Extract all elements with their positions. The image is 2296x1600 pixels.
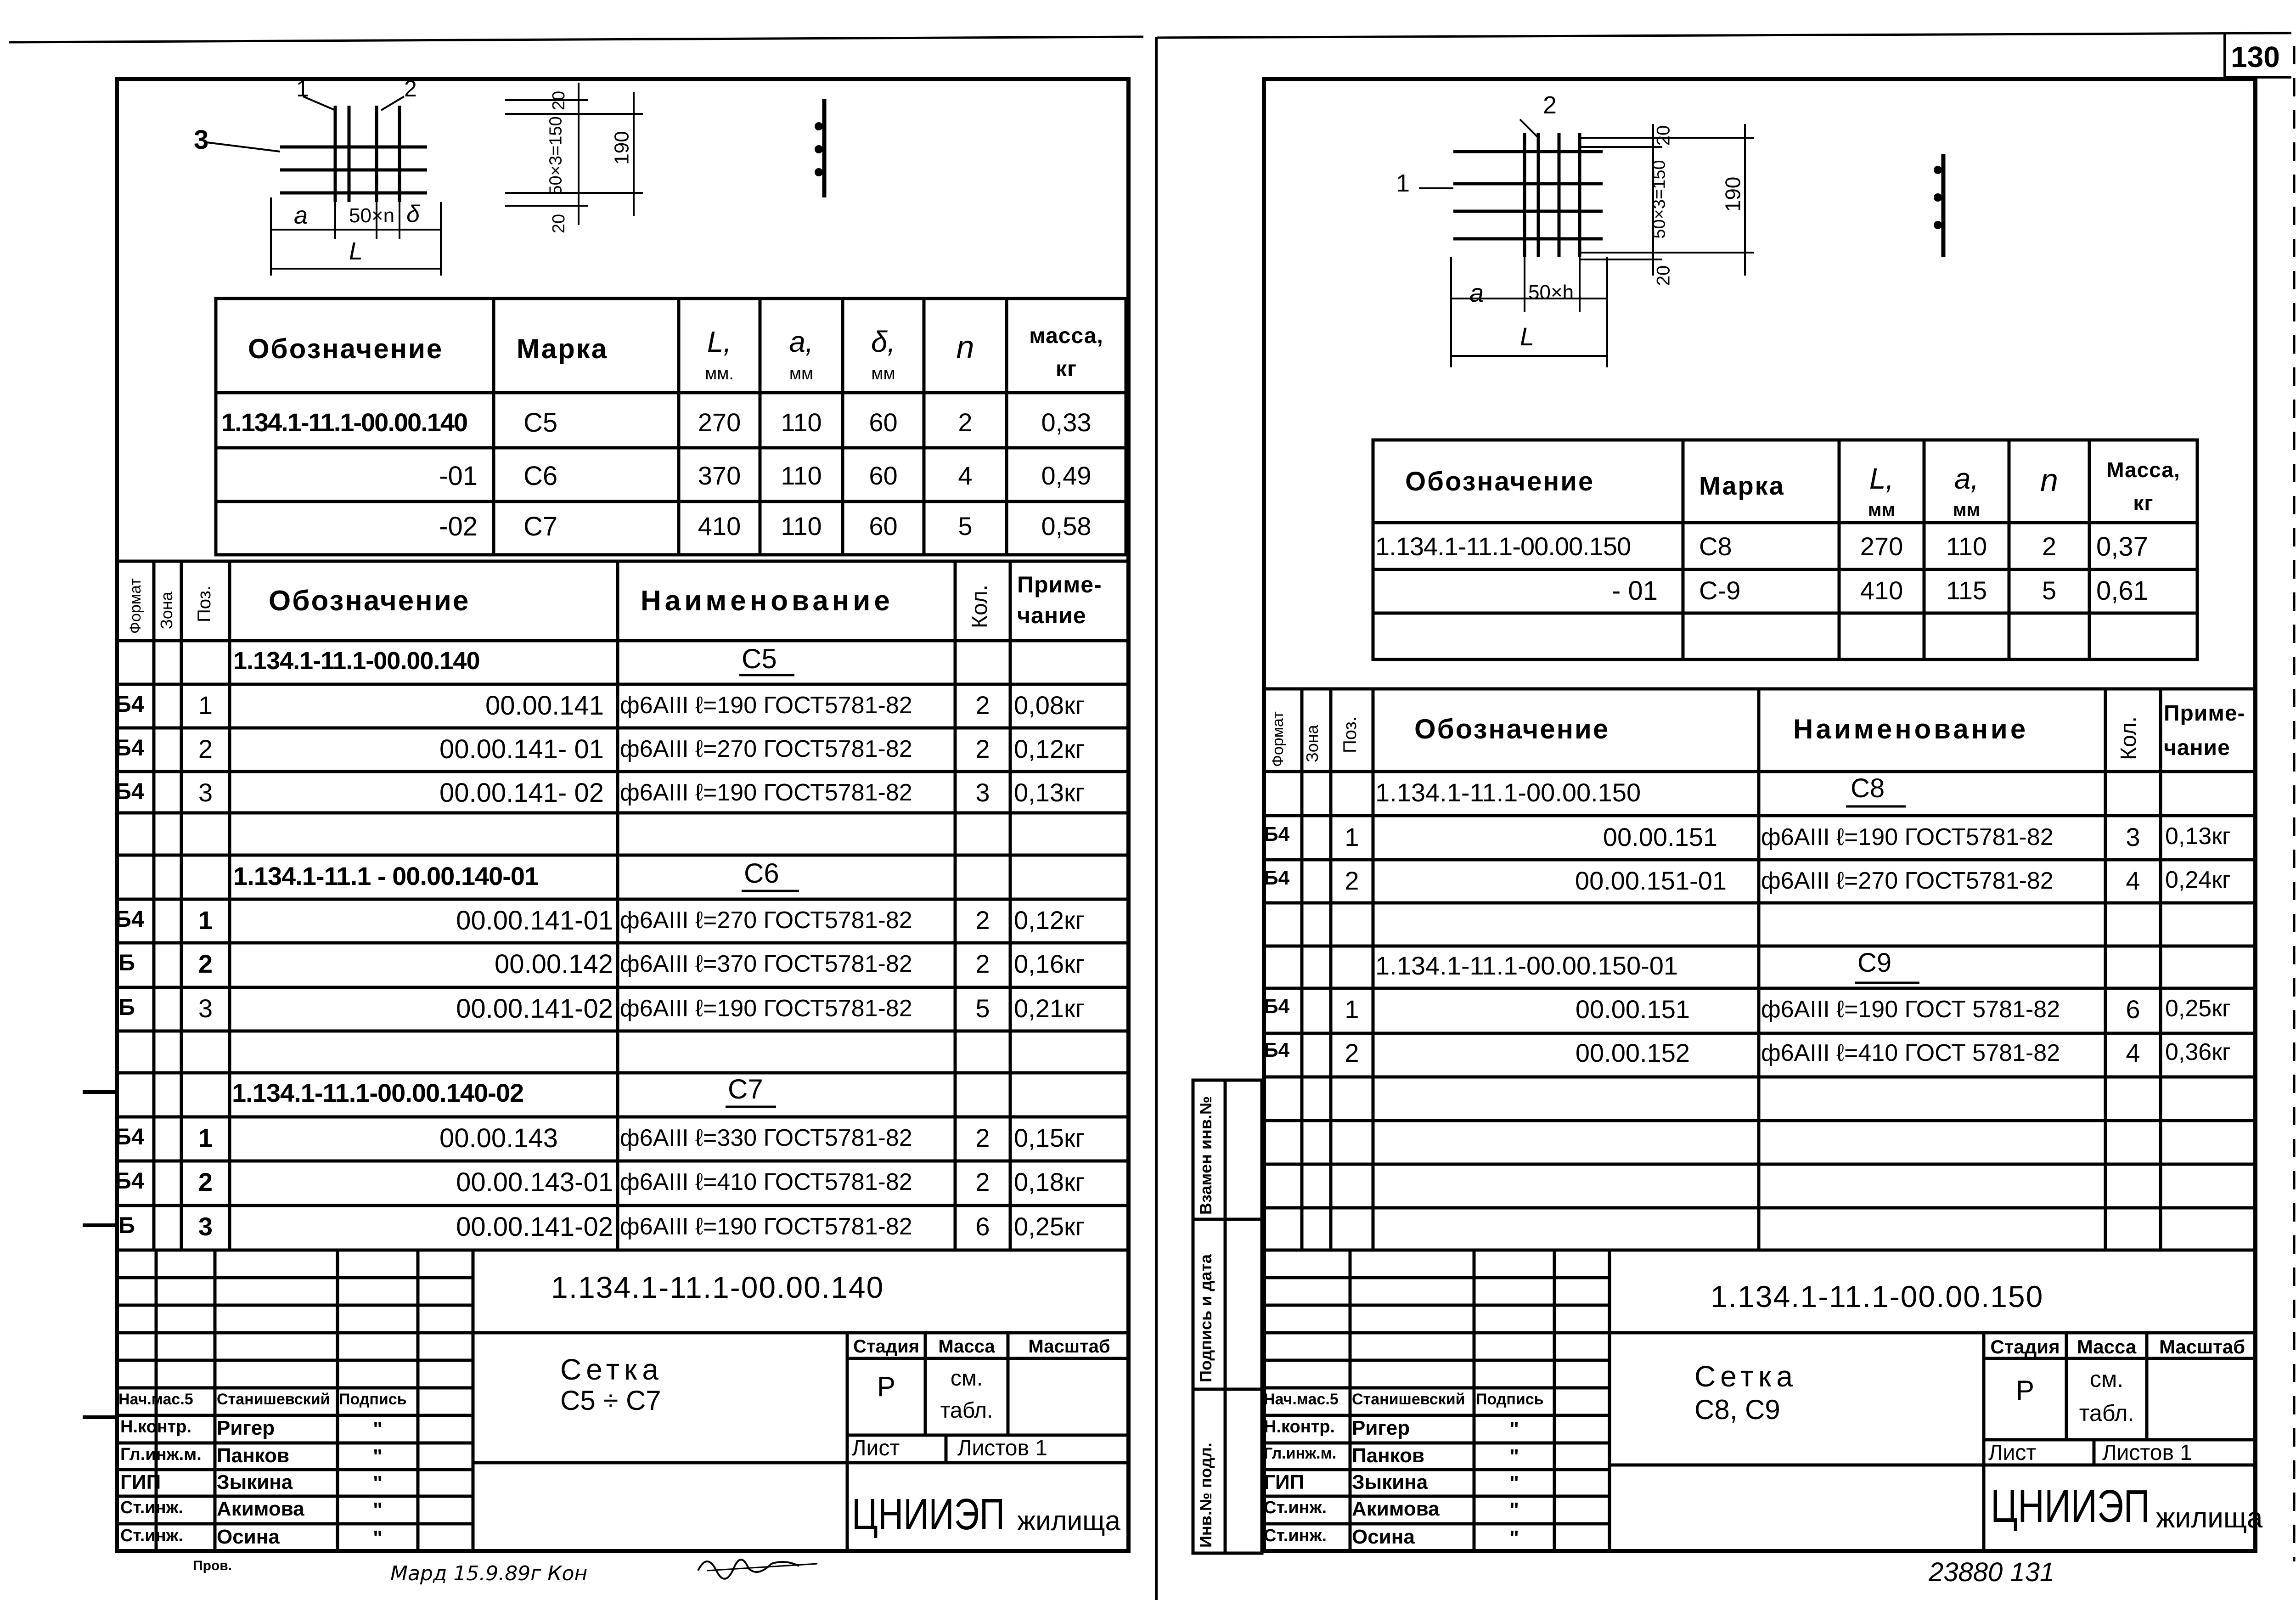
left-sig-sign-1: "	[373, 1418, 383, 1440]
lspec-r12-fmt: Б4	[115, 1168, 144, 1194]
rspec-h-qty: Кол.	[2116, 716, 2141, 760]
lmt-r2-delta: 60	[869, 512, 898, 541]
right-sig-role-0: Нач.мас.5	[1264, 1391, 1339, 1408]
rspec-r5-fmt: Б4	[1264, 995, 1290, 1018]
rspec-r6-name: ф6АIII ℓ=410 ГОСТ 5781-82	[1761, 1040, 2060, 1066]
lspec-r10-name: С7	[728, 1074, 763, 1104]
left-sig-sign-3: "	[373, 1472, 383, 1494]
left-mass-val2: табл.	[940, 1398, 993, 1423]
lspec-r13-name: ф6АIII ℓ=190 ГОСТ5781-82	[620, 1213, 912, 1240]
right-sig-role-1: Н.контр.	[1264, 1417, 1335, 1437]
lspec-h-name: Наименование	[641, 585, 894, 617]
lmt-h-a: a,	[789, 325, 814, 358]
rspec-r0-name: С8	[1851, 773, 1885, 803]
right-sig-sign-5: "	[1509, 1527, 1519, 1549]
r-dim-L: L	[1520, 322, 1535, 351]
lspec-r5-designation: 1.134.1-11.1 - 00.00.140-01	[233, 862, 539, 890]
rmt-h-a: a,	[1954, 462, 1979, 495]
rmt-r0-mark: С8	[1699, 532, 1732, 561]
lspec-r2-designation: 00.00.141- 01	[439, 734, 604, 764]
rmt-r1-mark: С-9	[1699, 576, 1741, 605]
rspec-r5-designation: 00.00.151	[1575, 995, 1690, 1024]
left-scale-label: Масштаб	[1028, 1336, 1110, 1357]
right-title-line2: С8, С9	[1694, 1394, 1780, 1425]
rspec-r6-note: 0,36кг	[2165, 1039, 2231, 1065]
lmt-r2-designation: -02	[439, 512, 478, 541]
rspec-r6-designation: 00.00.152	[1575, 1038, 1690, 1067]
rmt-r1-designation: - 01	[1612, 576, 1658, 606]
r-dim-150: 50×3=150	[1649, 160, 1669, 239]
left-sig-sign-4: "	[373, 1499, 383, 1521]
left-sig-role-5: Ст.инж.	[120, 1526, 184, 1545]
left-bottom-note: Пров.	[193, 1558, 232, 1573]
lmt-r0-n: 2	[958, 408, 973, 437]
lspec-r11-note: 0,15кг	[1014, 1123, 1085, 1152]
right-sig-role-3: ГИП	[1264, 1471, 1305, 1493]
right-sig-name-1: Ригер	[1352, 1417, 1410, 1439]
right-sig-name-4: Акимова	[1352, 1498, 1440, 1520]
lspec-r1-name: ф6АIII ℓ=190 ГОСТ5781-82	[620, 692, 912, 719]
rspec-r6-fmt: Б4	[1264, 1039, 1290, 1061]
lspec-r12-qty: 2	[975, 1167, 990, 1196]
left-title-line1: Сетка	[560, 1353, 663, 1386]
left-sig-role-4: Ст.инж.	[120, 1498, 184, 1517]
right-sig-sign-0: Подпись	[1476, 1391, 1544, 1408]
lspec-r1-designation: 00.00.141	[485, 691, 604, 721]
lspec-r3-fmt: Б4	[115, 778, 144, 804]
right-mass-val2: табл.	[2079, 1400, 2134, 1426]
right-sheet-label: Лист	[1988, 1441, 2037, 1465]
rspec-r5-pos: 1	[1345, 995, 1359, 1024]
rspec-r2-pos: 2	[1345, 866, 1359, 895]
left-title-line2: С5 ÷ С7	[560, 1385, 661, 1416]
lmt-h-L: L,	[707, 325, 732, 358]
lspec-h-pos: Поз.	[194, 586, 214, 622]
right-mass-label: Масса	[2077, 1336, 2137, 1358]
lspec-r2-fmt: Б4	[115, 735, 144, 761]
lmt-r0-mass: 0,33	[1041, 408, 1092, 437]
lmt-r2-L: 410	[698, 512, 741, 541]
rmt-r1-n: 5	[2042, 576, 2057, 605]
rmt-r1-L: 410	[1860, 576, 1903, 605]
lspec-r6-pos: 1	[198, 906, 213, 935]
lmt-r0-designation: 1.134.1-11.1-00.00.140	[221, 408, 467, 437]
rspec-r6-qty: 4	[2126, 1038, 2140, 1067]
rspec-r5-name: ф6АIII ℓ=190 ГОСТ 5781-82	[1761, 996, 2060, 1023]
lspec-r7-fmt: Б	[118, 950, 135, 975]
lmt-r2-n: 5	[958, 512, 973, 541]
rspec-h-note: Приме-	[2164, 701, 2245, 726]
callout-1: 1	[296, 76, 309, 101]
lspec-r6-qty: 2	[975, 906, 990, 935]
r-dim-190: 190	[1721, 176, 1745, 212]
lspec-r8-designation: 00.00.141-02	[456, 994, 613, 1024]
lspec-r8-pos: 3	[198, 994, 213, 1023]
lspec-r3-name: ф6АIII ℓ=190 ГОСТ5781-82	[620, 779, 912, 806]
lspec-r13-pos: 3	[198, 1212, 213, 1241]
lmt-h-designation: Обозначение	[248, 333, 444, 364]
left-mass-label: Масса	[938, 1336, 995, 1357]
lspec-r12-name: ф6АIII ℓ=410 ГОСТ5781-82	[620, 1169, 912, 1195]
lspec-r7-note: 0,16кг	[1014, 949, 1085, 978]
rmt-h-L-unit: мм	[1868, 500, 1896, 520]
rmt-h-L: L,	[1869, 462, 1894, 495]
right-sig-role-2: Гл.инж.м.	[1264, 1445, 1337, 1462]
rspec-r5-qty: 6	[2126, 995, 2140, 1024]
lmt-r2-mass: 0,58	[1041, 512, 1092, 541]
lmt-r2-mark: С7	[523, 512, 558, 541]
rmt-h-mass-unit: кг	[2133, 491, 2154, 515]
lspec-r8-fmt: Б	[118, 994, 135, 1020]
lspec-r6-designation: 00.00.141-01	[456, 906, 613, 935]
rmt-r0-mass: 0,37	[2096, 532, 2148, 562]
left-org: ЦНИИЭП	[852, 1490, 1005, 1539]
right-org-suffix: жилища	[2156, 1502, 2263, 1534]
right-scale-label: Масштаб	[2159, 1336, 2245, 1358]
left-sig-name-4: Акимова	[217, 1498, 304, 1520]
lspec-r1-note: 0,08кг	[1014, 691, 1085, 720]
right-title-line1: Сетка	[1694, 1360, 1797, 1393]
callout-2: 2	[404, 76, 417, 101]
rspec-r1-note: 0,13кг	[2165, 823, 2231, 850]
lspec-r12-pos: 2	[198, 1167, 213, 1196]
right-stage-label: Стадия	[1990, 1336, 2060, 1358]
lmt-r1-mass: 0,49	[1041, 461, 1092, 490]
right-sig-name-2: Панков	[1352, 1444, 1425, 1467]
lspec-r12-designation: 00.00.143-01	[456, 1167, 613, 1197]
lmt-r2-a: 110	[781, 512, 822, 541]
left-stage: Р	[877, 1371, 896, 1402]
rmt-r1-a: 115	[1946, 576, 1987, 605]
lspec-r13-designation: 00.00.141-02	[456, 1212, 613, 1242]
lmt-h-mass-unit: кг	[1055, 357, 1077, 381]
rmt-h-mark: Марка	[1699, 471, 1785, 500]
lspec-h-format: Формат	[127, 578, 144, 634]
lspec-r11-fmt: Б4	[115, 1124, 144, 1149]
lspec-r2-qty: 2	[975, 734, 990, 763]
r-dim-50h: 50×h	[1528, 281, 1574, 304]
rspec-r2-note: 0,24кг	[2165, 867, 2231, 893]
left-sig-sign-0: Подпись	[339, 1391, 407, 1408]
right-sig-name-3: Зыкина	[1352, 1471, 1428, 1493]
rspec-r2-designation: 00.00.151-01	[1575, 866, 1727, 895]
lspec-r13-note: 0,25кг	[1014, 1212, 1085, 1241]
rspec-h-name: Наименование	[1793, 714, 2029, 744]
lspec-r3-pos: 3	[198, 778, 213, 807]
lmt-h-n: n	[956, 329, 974, 365]
lmt-r0-delta: 60	[869, 408, 898, 437]
right-sheets-label: Листов 1	[2102, 1441, 2192, 1465]
left-sig-role-2: Гл.инж.м.	[120, 1445, 202, 1464]
lmt-h-mark: Марка	[517, 333, 608, 364]
callout-3: 3	[194, 125, 209, 155]
lmt-r1-n: 4	[958, 461, 973, 490]
dim-20-top: 20	[549, 90, 569, 111]
right-mass-val1: см.	[2089, 1366, 2124, 1392]
lmt-h-L-unit: мм.	[705, 364, 734, 383]
lspec-r3-note: 0,13кг	[1014, 778, 1085, 807]
lspec-r3-qty: 3	[975, 778, 990, 807]
side-inv-orig: Инв.№ подл.	[1196, 1442, 1215, 1548]
dim-190: 190	[610, 131, 633, 165]
rspec-r1-fmt: Б4	[1264, 823, 1290, 845]
lspec-r5-name: С6	[744, 858, 779, 889]
right-doc-code: 1.134.1-11.1-00.00.150	[1711, 1279, 2044, 1313]
rspec-h-note2: чание	[2164, 736, 2230, 760]
r-dim-20-top: 20	[1653, 125, 1674, 146]
rspec-r4-designation: 1.134.1-11.1-00.00.150-01	[1375, 951, 1678, 980]
right-sig-sign-4: "	[1509, 1499, 1519, 1521]
lspec-r0-name: С5	[742, 643, 777, 674]
dim-L: L	[349, 237, 363, 265]
rspec-r6-pos: 2	[1345, 1038, 1359, 1067]
left-doc-code: 1.134.1-11.1-00.00.140	[551, 1270, 884, 1304]
page-number: 130	[2231, 40, 2280, 73]
rmt-r0-a: 110	[1946, 532, 1987, 561]
lspec-h-note: Приме-	[1017, 572, 1102, 597]
side-inv-replace: Взамен инв.№	[1196, 1096, 1215, 1215]
rmt-h-a-unit: мм	[1953, 500, 1981, 520]
lspec-r8-note: 0,21кг	[1014, 994, 1085, 1023]
lmt-r0-a: 110	[781, 408, 822, 437]
lmt-r1-delta: 60	[869, 461, 898, 490]
r-dim-20-bottom: 20	[1653, 265, 1674, 286]
rspec-r2-qty: 4	[2126, 866, 2140, 895]
lspec-r8-name: ф6АIII ℓ=190 ГОСТ5781-82	[620, 995, 912, 1022]
right-stage: Р	[2015, 1375, 2035, 1406]
left-sig-name-3: Зыкина	[217, 1471, 293, 1493]
rmt-h-designation: Обозначение	[1405, 467, 1595, 496]
rspec-r1-qty: 3	[2126, 823, 2140, 851]
left-org-suffix: жилища	[1017, 1505, 1120, 1536]
right-sig-role-4: Ст.инж.	[1264, 1498, 1327, 1517]
lspec-r13-fmt: Б	[118, 1212, 135, 1238]
lspec-r3-designation: 00.00.141- 02	[439, 778, 604, 808]
lspec-r6-fmt: Б4	[115, 906, 144, 932]
left-sig-sign-5: "	[373, 1527, 383, 1549]
lmt-h-a-unit: мм	[789, 364, 814, 383]
lspec-h-designation: Обозначение	[269, 585, 470, 617]
dim-delta: δ	[406, 201, 420, 227]
left-sig-role-0: Нач.мас.5	[118, 1391, 193, 1408]
lspec-r7-designation: 00.00.142	[494, 949, 613, 979]
right-org: ЦНИИЭП	[1991, 1481, 2150, 1532]
rspec-r1-name: ф6АIII ℓ=190 ГОСТ5781-82	[1761, 824, 2054, 851]
archive-number: 23880 131	[1929, 1557, 2055, 1587]
lspec-r1-fmt: Б4	[115, 691, 144, 717]
rmt-r0-designation: 1.134.1-11.1-00.00.150	[1375, 532, 1631, 561]
rmt-r0-n: 2	[2042, 532, 2057, 561]
lspec-r7-name: ф6АIII ℓ=370 ГОСТ5781-82	[620, 951, 912, 977]
lspec-r8-qty: 5	[975, 994, 990, 1023]
lspec-r11-qty: 2	[975, 1123, 990, 1152]
dim-20-bottom: 20	[549, 214, 569, 234]
left-sig-role-1: Н.контр.	[120, 1417, 192, 1437]
left-sig-role-3: ГИП	[120, 1471, 161, 1493]
right-sig-role-5: Ст.инж.	[1264, 1526, 1327, 1545]
rmt-r0-L: 270	[1860, 532, 1903, 561]
lmt-r0-mark: С5	[523, 408, 558, 438]
right-sig-sign-3: "	[1509, 1472, 1519, 1494]
dim-50n: 50×n	[349, 204, 395, 227]
lspec-r7-pos: 2	[198, 949, 213, 978]
rspec-r4-name: С9	[1857, 948, 1892, 978]
r-dim-a: a	[1469, 278, 1484, 307]
left-sig-name-5: Осина	[217, 1526, 280, 1548]
rspec-r2-fmt: Б4	[1264, 867, 1290, 889]
rspec-r1-designation: 00.00.151	[1603, 823, 1717, 851]
rspec-r2-name: ф6АIII ℓ=270 ГОСТ5781-82	[1761, 868, 2054, 894]
lspec-r2-pos: 2	[198, 734, 213, 763]
lmt-r0-L: 270	[698, 408, 741, 437]
rspec-r5-note: 0,25кг	[2165, 995, 2231, 1022]
lspec-h-qty: Кол.	[968, 585, 992, 628]
rspec-h-format: Формат	[1269, 711, 1287, 767]
rspec-r1-pos: 1	[1345, 823, 1359, 851]
lspec-r10-designation: 1.134.1-11.1-00.00.140-02	[232, 1078, 524, 1107]
rspec-h-pos: Поз.	[1340, 716, 1360, 753]
left-sig-name-2: Панков	[217, 1444, 290, 1467]
lspec-r2-note: 0,12кг	[1014, 734, 1085, 763]
lmt-r1-designation: -01	[439, 461, 478, 491]
left-handwriting: Мард 15.9.89г Кон	[390, 1562, 588, 1585]
left-mass-val1: см.	[950, 1366, 983, 1391]
left-stage-label: Стадия	[853, 1336, 920, 1357]
lspec-r1-pos: 1	[198, 691, 213, 720]
side-sign-date: Подпись и дата	[1196, 1254, 1215, 1382]
lmt-r1-mark: С6	[523, 461, 558, 491]
r-callout-1: 1	[1396, 169, 1410, 197]
lspec-r0-designation: 1.134.1-11.1-00.00.140	[233, 647, 480, 675]
right-sig-sign-1: "	[1509, 1418, 1519, 1440]
lspec-h-note2: чание	[1017, 603, 1086, 628]
lspec-r2-name: ф6АIII ℓ=270 ГОСТ5781-82	[620, 736, 912, 762]
lspec-r12-note: 0,18кг	[1014, 1167, 1085, 1196]
lmt-h-delta-unit: мм	[871, 364, 895, 383]
right-sig-name-0: Станишевский	[1352, 1391, 1465, 1408]
lspec-r13-qty: 6	[975, 1212, 990, 1241]
rmt-r1-mass: 0,61	[2096, 576, 2148, 606]
left-sheet-label: Лист	[852, 1436, 900, 1460]
lspec-r7-qty: 2	[975, 949, 990, 978]
rmt-h-mass: Масса,	[2106, 458, 2180, 482]
rspec-h-zone: Зона	[1303, 725, 1322, 762]
lspec-r1-qty: 2	[975, 691, 990, 720]
lmt-h-mass: масса,	[1029, 324, 1103, 348]
rspec-r0-designation: 1.134.1-11.1-00.00.150	[1375, 778, 1641, 807]
lspec-r11-designation: 00.00.143	[439, 1123, 558, 1153]
r-callout-2: 2	[1543, 91, 1557, 119]
lspec-r11-pos: 1	[198, 1123, 213, 1152]
dim-150: 50×3=150	[546, 116, 566, 195]
lmt-r1-L: 370	[698, 461, 741, 490]
right-sig-name-5: Осина	[1352, 1526, 1415, 1548]
right-sig-sign-2: "	[1509, 1445, 1519, 1468]
lspec-r11-name: ф6АIII ℓ=330 ГОСТ5781-82	[620, 1125, 912, 1151]
left-sig-sign-2: "	[373, 1445, 383, 1468]
lmt-r1-a: 110	[781, 461, 822, 490]
lspec-h-zone: Зона	[157, 592, 176, 629]
dim-a: a	[294, 202, 308, 229]
left-sig-name-1: Ригер	[217, 1417, 275, 1439]
rmt-h-n: n	[2040, 462, 2058, 498]
left-sig-name-0: Станишевский	[217, 1391, 330, 1408]
rspec-h-designation: Обозначение	[1414, 714, 1610, 744]
lspec-r6-name: ф6АIII ℓ=270 ГОСТ5781-82	[620, 907, 912, 934]
lspec-r6-note: 0,12кг	[1014, 906, 1085, 935]
left-sheets-label: Листов 1	[957, 1436, 1047, 1460]
lmt-h-delta: δ,	[871, 325, 896, 358]
